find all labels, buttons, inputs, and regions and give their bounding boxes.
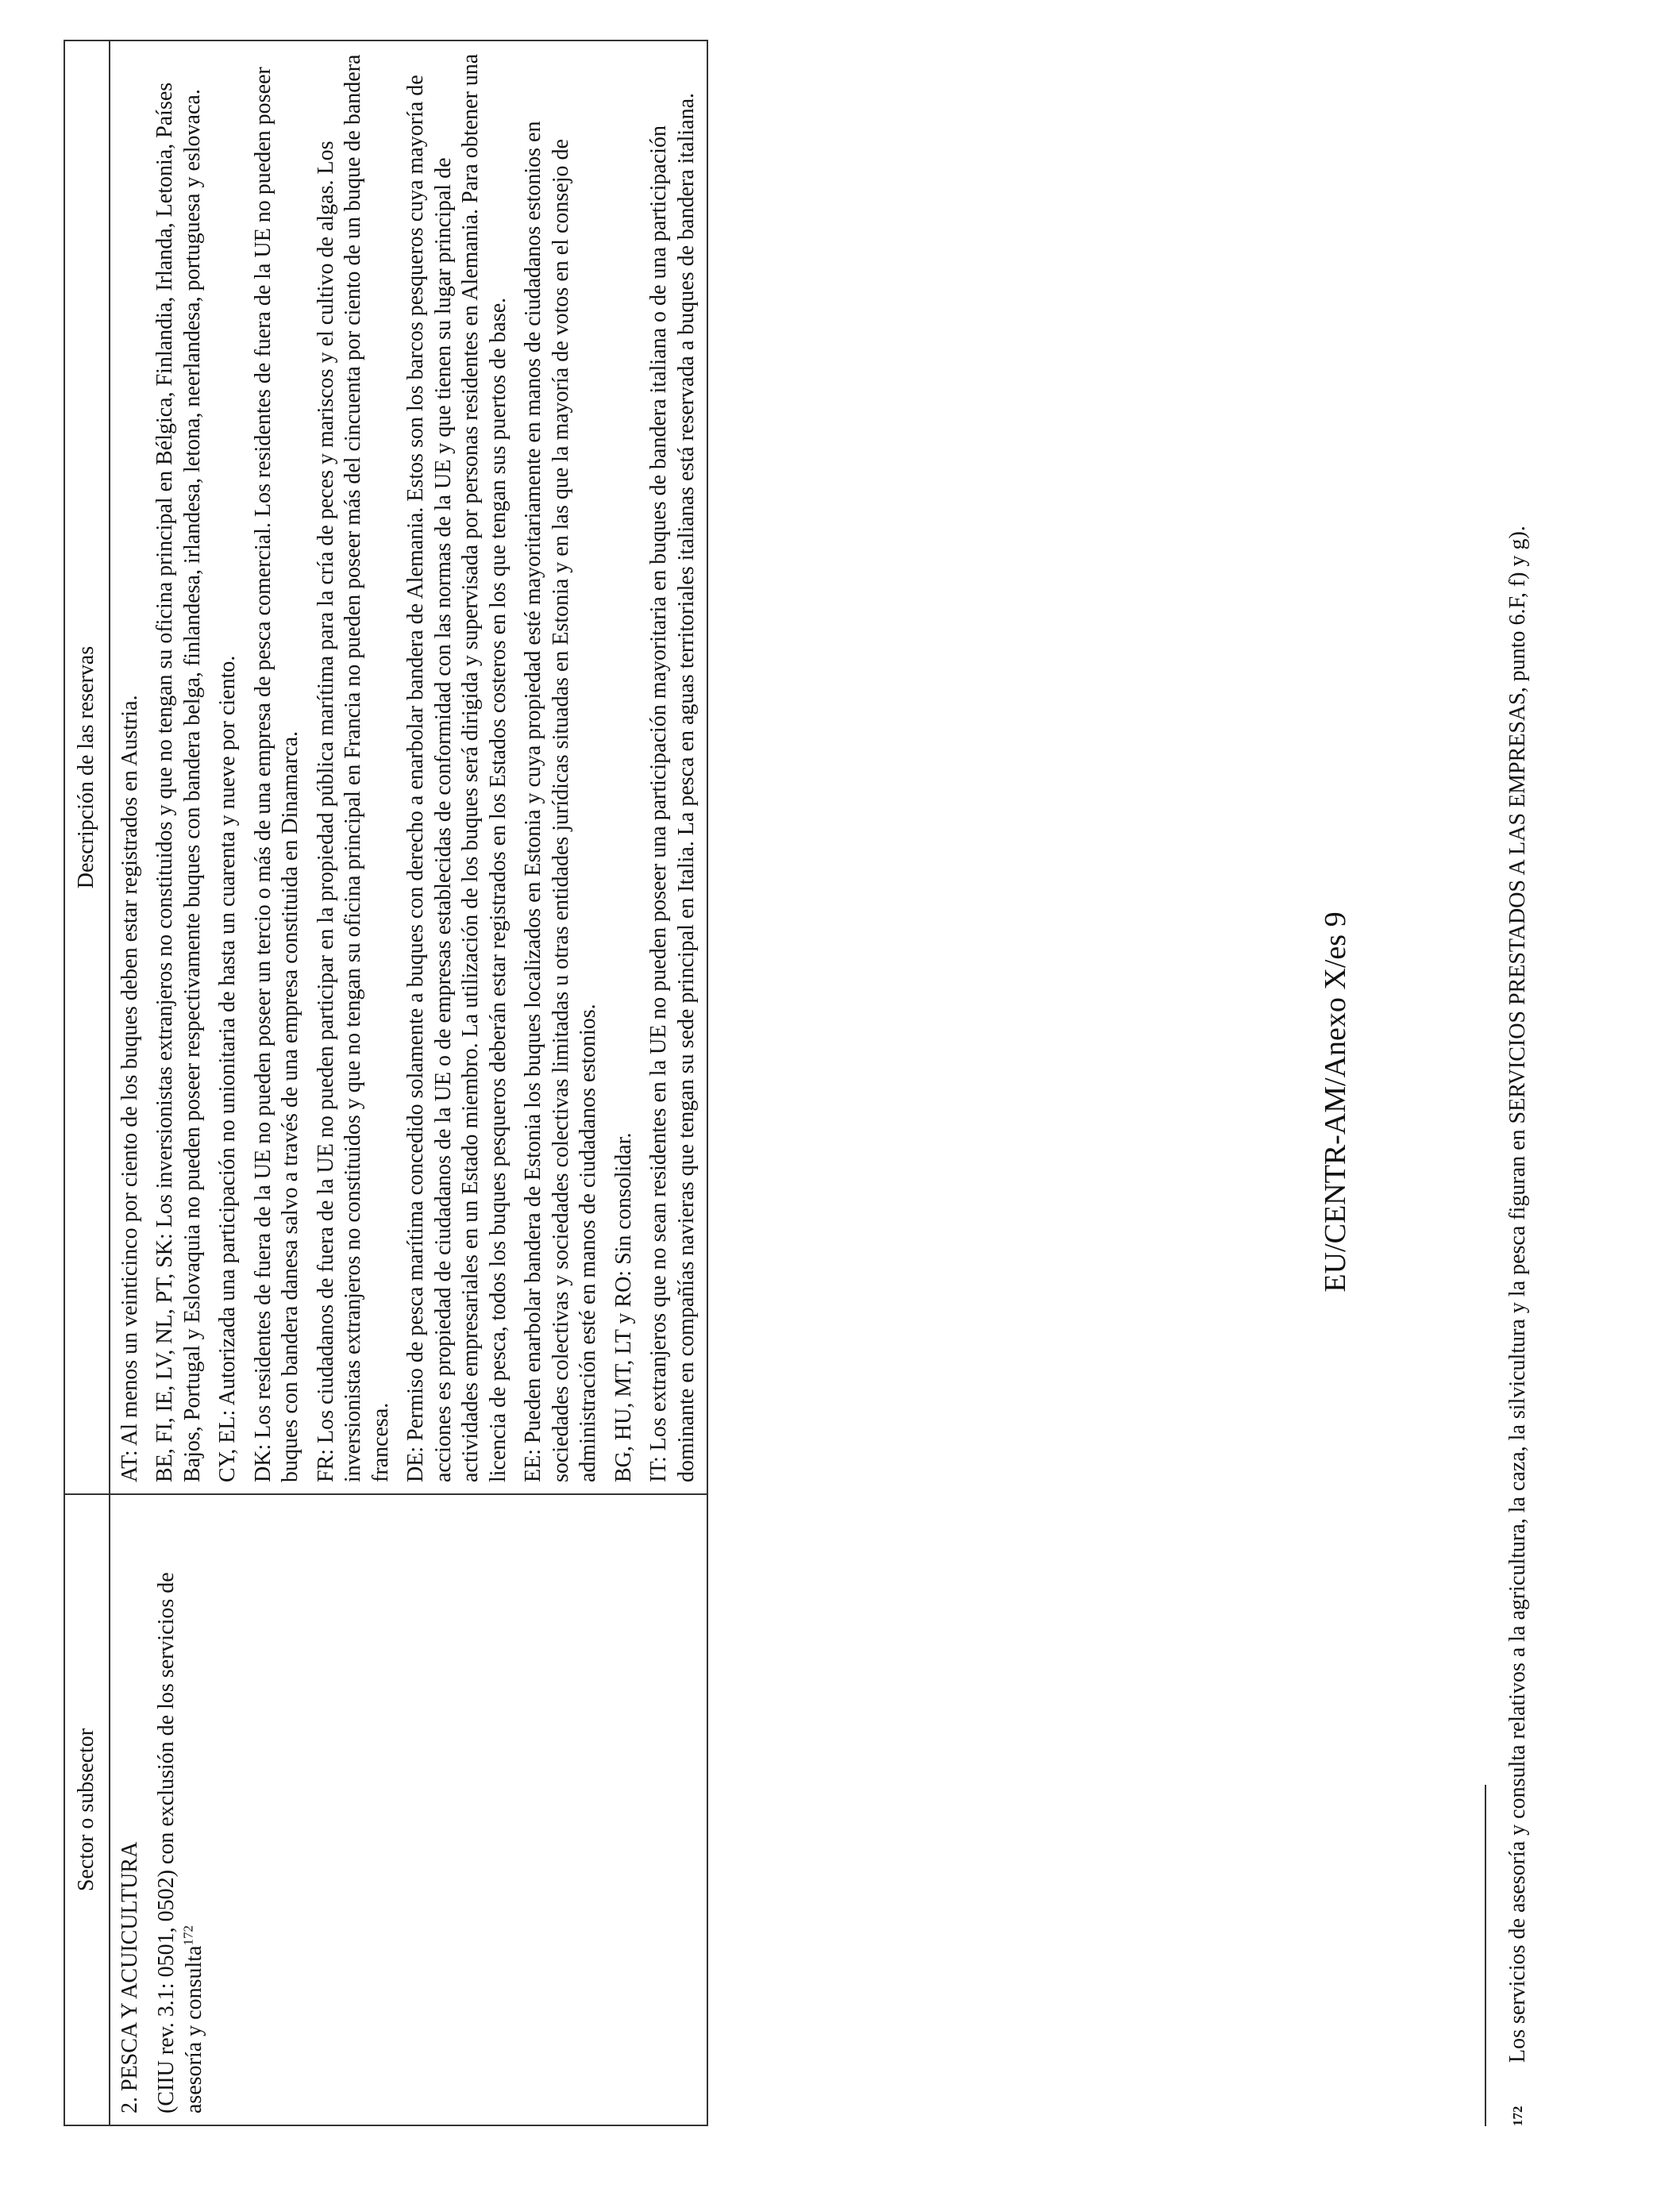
footnote-number: 172	[1510, 2106, 1525, 2126]
reservation-be-fi-ie-lv-nl-pt-sk: BE, FI, IE, LV, NL, PT, SK: Los inversionistas extranjeros no constituidos y que no tengan su oficina principal en Bélgica, Finlandia, Irlanda, Letonia, Países Bajos, Portugal y Eslovaquia no pueden poseer respectivamente buques con bandera belga, finlandesa, irlandesa, letona, neerlandesa, portuguesa y eslovaca.	[152, 82, 205, 1482]
sector-detail	[153, 1506, 208, 2113]
reservation-bg-hu-mt-lt-ro: BG, HU, MT, LT y RO: Sin consolidar.	[611, 1132, 636, 1482]
description-cell	[110, 40, 708, 1494]
reservation-at: AT: Al menos un veinticinco por ciento de los buques deben estar registrados en Austria.	[117, 695, 142, 1482]
document-reference: EU/CENTR-AM/Anexo X/es 9	[1319, 911, 1352, 1293]
reservation-it: IT: Los extranjeros que no sean residentes en la UE no pueden poseer una participación mayoritaria en buques de bandera italiana o de una participación dominante en compañías navieras que tengan su sede principal en Italia. La pesca en aguas territoriales italianas está reservada a buques de bandera italiana.	[646, 92, 699, 1482]
sector-cell	[110, 1494, 708, 2125]
sector-detail-text: (CIIU rev. 3.1: 0501, 0502) con exclusión de los servicios de asesoría y consulta	[154, 1572, 206, 2113]
reservations-table	[64, 40, 708, 2126]
footnote	[1505, 46, 1532, 2126]
reservation-de: DE: Permiso de pesca marítima concedido solamente a buques con derecho a enarbolar bandera de Alemania. Estos son los barcos pesqueros cuya mayoría de acciones es propiedad de ciudadanos de la UE o de empresas establecidas de conformidad con las normas de la UE y que tienen su lugar principal de actividades empresariales en un Estado miembro. La utilización de los buques será dirigida y supervisada por personas residentes en Alemania. Para obtener una licencia de pesca, todos los buques pesqueros deberán estar registrados en los Estados costeros en los que tengan sus puertos de base.	[403, 53, 511, 1482]
column-header-description: Descripción de las reservas	[64, 40, 110, 1494]
reservation-fr: FR: Los ciudadanos de fuera de la UE no pueden participar en la propiedad pública marítima para la cría de peces y mariscos y el cultivo de algas. Los inversionistas extranjeros no constituidos y que no tengan su oficina principal en Francia no pueden poseer más del cincuenta por ciento de un buque de bandera francesa.	[313, 54, 393, 1482]
reservation-cy-el: CY, EL: Autorizada una participación no unionitaria de hasta un cuarenta y nueve por ciento.	[215, 655, 240, 1482]
column-header-sector: Sector o subsector	[64, 1494, 110, 2125]
footnote-separator	[1485, 1785, 1486, 2126]
footnote-text: Los servicios de asesoría y consulta relativos a la agricultura, la caza, la silvicultura y la pesca figuran en SERVICIOS PRESTADOS A LAS EMPRESAS, punto 6.F, f) y g).	[1505, 526, 1530, 2063]
reservation-ee: EE: Pueden enarbolar bandera de Estonia los buques localizados en Estonia y cuya propiedad esté mayoritariamente en manos de ciudadanos estonios en sociedades colectivas y sociedades colectivas limitadas u otras entidades jurídicas situadas en Estonia y en las que la mayoría de votos en el consejo de administración esté en manos de ciudadanos estonios.	[521, 121, 600, 1482]
sector-title: 2. PESCA Y ACUICULTURA	[117, 1841, 142, 2113]
reservation-dk: DK: Los residentes de fuera de la UE no pueden poseer un tercio o más de una empresa de pesca comercial. Los residentes de fuera de la UE no pueden poseer buques con bandera danesa salvo a través de una empresa constituida en Dinamarca.	[250, 67, 302, 1482]
footnote-reference: 172	[180, 1925, 196, 1946]
table-row	[110, 40, 708, 2125]
table-header-row	[64, 40, 110, 2125]
